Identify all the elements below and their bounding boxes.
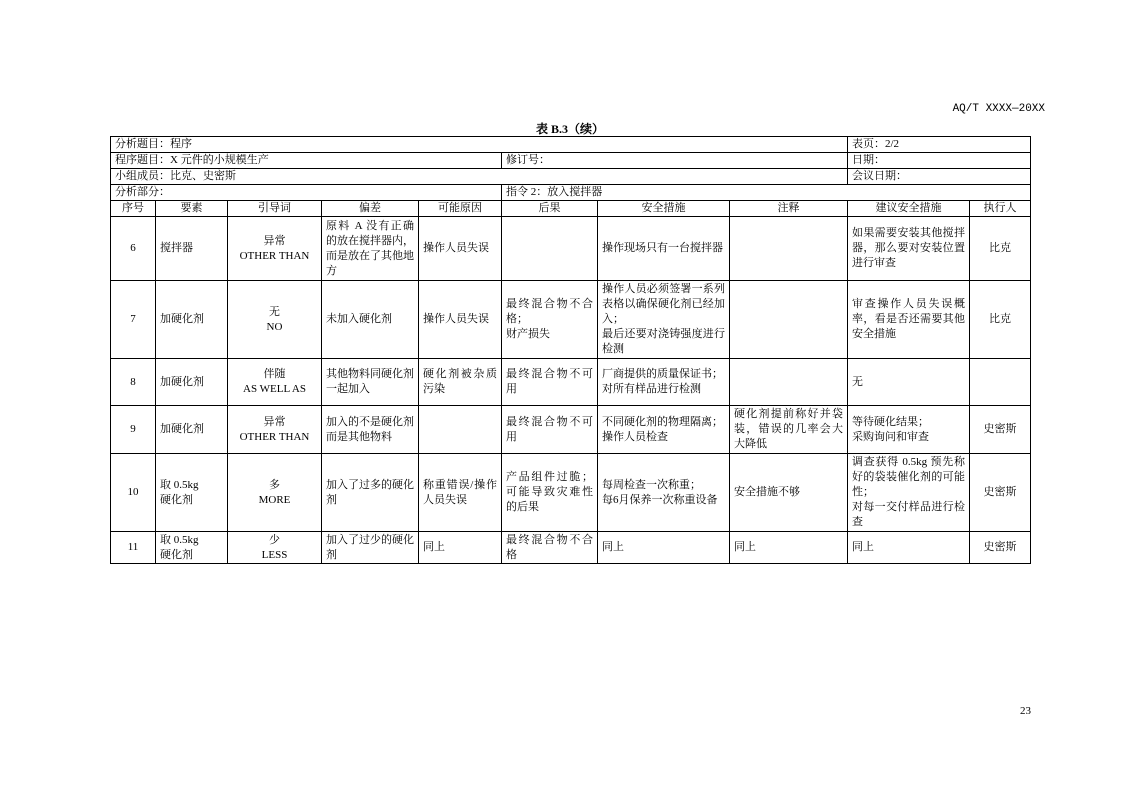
table-row: [111, 359, 1031, 406]
element-cell: [156, 281, 228, 359]
consequence-cell-line: 最终混合物不可用: [506, 368, 593, 395]
executor-cell: 史密斯: [970, 406, 1031, 454]
guide-word-cell-line: OTHER THAN: [239, 430, 310, 443]
element-cell-line: 硬化剂: [160, 548, 193, 561]
guide-word-cell-line: 伴随: [263, 368, 286, 380]
guide-word-cell-line: NO: [266, 320, 283, 333]
element-cell-line: 加硬化剂: [160, 423, 204, 435]
consequence-cell: [502, 217, 598, 281]
guide-word-cell-line: 异常: [263, 415, 286, 428]
table-row: [111, 532, 1031, 564]
consequence-cell: [502, 359, 598, 406]
row-number: 7: [111, 281, 156, 359]
program-topic: 程序题目：X 元件的小规模生产: [111, 153, 502, 169]
table-title: 表 B.3（续）: [535, 122, 604, 136]
element-cell: [156, 532, 228, 564]
element-cell-line: 取 0.5kg: [160, 533, 199, 546]
element-cell-line: 加硬化剂: [160, 313, 204, 325]
safeguard-cell-line: 操作现场只有一台搅拌器: [602, 242, 723, 254]
executor-cell: 比克: [970, 281, 1031, 359]
analysis-topic: 分析题目：程序: [111, 137, 848, 153]
recommend-cell: [848, 359, 970, 406]
cause-cell-line: 同上: [423, 541, 445, 553]
guide-word-cell-line: LESS: [261, 548, 288, 561]
element-cell: [156, 406, 228, 454]
deviation-cell: [322, 359, 419, 406]
consequence-cell-line: 最终混合物不合格；: [506, 298, 593, 325]
col-safeguard-header: 安全措施: [598, 201, 730, 217]
recommend-cell-line: 如果需要安装其他搅拌器，那么要对安装位置进行审查: [852, 227, 965, 269]
instruction: 指令 2：放入搅拌器: [502, 185, 1031, 201]
guide-word-cell-line: 无: [269, 305, 280, 318]
safeguard-cell-line: 每6月保养一次称重设备: [602, 493, 718, 506]
deviation-cell-line: 加入了过少的硬化剂: [326, 533, 414, 561]
team-members: 小组成员：比克、史密斯: [111, 169, 848, 185]
date-field: 日期：: [848, 153, 1031, 169]
safeguard-cell-line: 操作人员检查: [602, 430, 668, 443]
cause-cell: [419, 454, 502, 532]
page-info: 表页：2/2: [848, 137, 1031, 153]
consequence-cell-line: 最终混合物不合格: [506, 533, 593, 561]
recommend-cell-line: 调查获得 0.5kg 预先称好的袋装催化剂的可能性；: [852, 456, 965, 498]
recommend-cell: [848, 217, 970, 281]
element-cell: [156, 217, 228, 281]
column-header-row: [111, 201, 1031, 217]
element-cell-line: 加硬化剂: [160, 375, 204, 388]
guide-word-cell-line: OTHER THAN: [239, 249, 310, 262]
recommend-cell: [848, 281, 970, 359]
note-cell: [730, 406, 848, 454]
deviation-cell-line: 原料 A 没有正确的放在搅拌器内，而是放在了其他地方: [326, 219, 414, 277]
table-row: [111, 217, 1031, 281]
deviation-cell-line: 加入了过多的硬化剂: [326, 478, 414, 506]
header-row-members: [111, 169, 1031, 185]
col-element-header: 要素: [156, 201, 228, 217]
col-recommend-header: 建议安全措施: [848, 201, 970, 217]
safeguard-cell-line: 同上: [602, 541, 624, 553]
element-cell: [156, 359, 228, 406]
deviation-cell: [322, 532, 419, 564]
cause-cell: [419, 406, 502, 454]
cause-cell-line: 操作人员失误: [423, 313, 489, 325]
note-cell-line: 硬化剂提前称好并袋装，错误的几率会大大降低: [734, 408, 843, 450]
document-code: AQ/T XXXX—20XX: [952, 103, 1045, 115]
recommend-cell: [848, 532, 970, 564]
cause-cell-line: 硬化剂被杂质污染: [423, 368, 497, 395]
consequence-cell: [502, 406, 598, 454]
hazop-table: [110, 136, 1031, 564]
element-cell-line: 硬化剂: [160, 493, 193, 506]
revision-number: 修订号：: [502, 153, 848, 169]
note-cell: [730, 217, 848, 281]
guide-word-cell-line: MORE: [258, 493, 291, 506]
element-cell-line: 取 0.5kg: [160, 478, 199, 491]
header-row-program: [111, 153, 1031, 169]
safeguard-cell: [598, 281, 730, 359]
executor-cell: 史密斯: [970, 454, 1031, 532]
col-guide-header: 引导词: [228, 201, 322, 217]
guide-word-cell-line: AS WELL AS: [243, 383, 306, 395]
safeguard-cell: [598, 359, 730, 406]
table-row: [111, 454, 1031, 532]
safeguard-cell-line: 对所有样品进行检测: [602, 383, 701, 395]
note-cell: [730, 532, 848, 564]
cause-cell-line: 称重错误/操作人员失误: [423, 478, 497, 506]
safeguard-cell: [598, 406, 730, 454]
guide-word-cell: [228, 532, 322, 564]
deviation-cell-line: 其他物料同硬化剂一起加入: [326, 368, 414, 395]
recommend-cell-line: 对每一交付样品进行检查: [852, 501, 965, 528]
recommend-cell-line: 采购询问和审查: [852, 430, 929, 443]
header-row-topic: [111, 137, 1031, 153]
col-seq-header: 序号: [111, 201, 156, 217]
meeting-date: 会议日期：: [848, 169, 1031, 185]
row-number: 9: [111, 406, 156, 454]
note-cell: [730, 454, 848, 532]
deviation-cell: [322, 217, 419, 281]
cause-cell: [419, 281, 502, 359]
row-number: 8: [111, 359, 156, 406]
safeguard-cell: [598, 217, 730, 281]
consequence-cell: [502, 454, 598, 532]
cause-cell: [419, 532, 502, 564]
row-number: 10: [111, 454, 156, 532]
recommend-cell: [848, 406, 970, 454]
cause-cell-line: 操作人员失误: [423, 242, 489, 254]
cause-cell: [419, 359, 502, 406]
safeguard-cell-line: 每周检查一次称重；: [602, 478, 701, 491]
consequence-cell-line: 财产损失: [506, 328, 550, 340]
deviation-cell: [322, 454, 419, 532]
safeguard-cell-line: 厂商提供的质量保证书；: [602, 368, 723, 380]
note-cell: [730, 359, 848, 406]
cause-cell: [419, 217, 502, 281]
consequence-cell-line: 最终混合物不可用: [506, 415, 593, 443]
col-consequence-header: 后果: [502, 201, 598, 217]
col-cause-header: 可能原因: [419, 201, 502, 217]
executor-cell: 史密斯: [970, 532, 1031, 564]
row-number: 11: [111, 532, 156, 564]
recommend-cell-line: 审查操作人员失误概率，看是否还需要其他安全措施: [852, 298, 965, 340]
recommend-cell-line: 等待硬化结果；: [852, 415, 929, 428]
guide-word-cell: [228, 359, 322, 406]
note-cell-line: 同上: [734, 541, 756, 553]
analysis-section: 分析部分：: [111, 185, 502, 201]
safeguard-cell-line: 操作人员必须签署一系列表格以确保硬化剂已经加入；: [602, 283, 725, 325]
safeguard-cell-line: 最后还要对浇铸强度进行检测: [602, 328, 725, 355]
recommend-cell-line: 同上: [852, 541, 874, 553]
col-note-header: 注释: [730, 201, 848, 217]
page-number: 23: [1020, 705, 1031, 717]
guide-word-cell-line: 异常: [263, 234, 286, 247]
note-cell: [730, 281, 848, 359]
safeguard-cell: [598, 454, 730, 532]
executor-cell: [970, 359, 1031, 406]
consequence-cell: [502, 532, 598, 564]
col-executor-header: 执行人: [970, 201, 1031, 217]
deviation-cell: [322, 406, 419, 454]
safeguard-cell: [598, 532, 730, 564]
consequence-cell-line: 产品组件过脆；可能导致灾难性的后果: [506, 471, 593, 513]
deviation-cell-line: 未加入硬化剂: [326, 313, 392, 325]
guide-word-cell: [228, 217, 322, 281]
guide-word-cell: [228, 406, 322, 454]
element-cell-line: 搅拌器: [160, 242, 193, 254]
header-row-section: [111, 185, 1031, 201]
row-number: 6: [111, 217, 156, 281]
guide-word-cell: [228, 454, 322, 532]
guide-word-cell-line: 少: [269, 533, 280, 546]
guide-word-cell: [228, 281, 322, 359]
executor-cell: 比克: [970, 217, 1031, 281]
guide-word-cell-line: 多: [269, 478, 280, 491]
safeguard-cell-line: 不同硬化剂的物理隔离；: [602, 415, 723, 428]
deviation-cell-line: 加入的不是硬化剂而是其他物料: [326, 415, 414, 443]
element-cell: [156, 454, 228, 532]
consequence-cell: [502, 281, 598, 359]
recommend-cell-line: 无: [852, 375, 863, 388]
table-row: [111, 281, 1031, 359]
deviation-cell: [322, 281, 419, 359]
col-deviation-header: 偏差: [322, 201, 419, 217]
note-cell-line: 安全措施不够: [734, 486, 800, 498]
recommend-cell: [848, 454, 970, 532]
table-row: [111, 406, 1031, 454]
